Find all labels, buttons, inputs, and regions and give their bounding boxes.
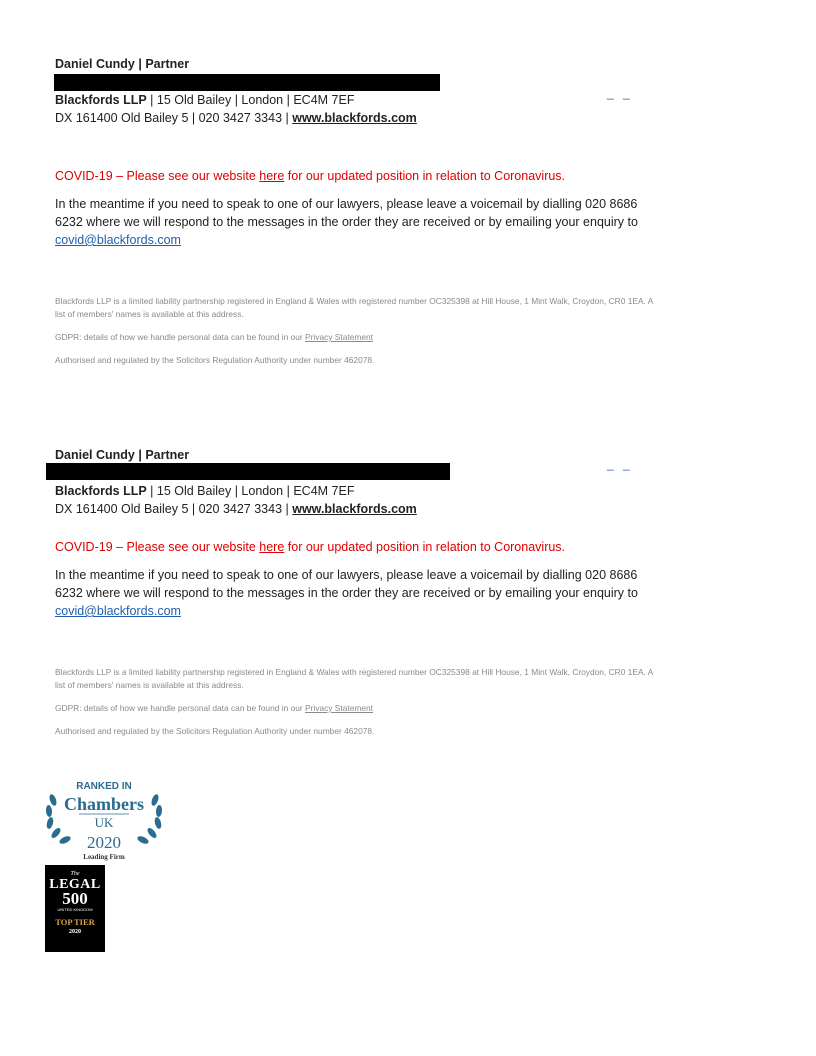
chambers-laurel-icon bbox=[44, 778, 164, 862]
legal500-badge bbox=[45, 865, 105, 952]
address-text: | 15 Old Bailey | London | EC4M 7EF bbox=[146, 93, 355, 107]
legal500-number: 500 bbox=[62, 889, 88, 908]
privacy-statement-link[interactable]: Privacy Statement bbox=[305, 703, 373, 713]
chambers-region: UK bbox=[94, 815, 114, 830]
covid-email-link[interactable]: covid@blackfords.com bbox=[55, 233, 181, 247]
address-line bbox=[55, 91, 665, 109]
dx-line bbox=[55, 500, 665, 518]
gdpr-notice bbox=[55, 702, 665, 715]
legal500-region: UNITED KINGDOM bbox=[57, 907, 93, 912]
sender-name: Daniel Cundy | Partner bbox=[55, 448, 190, 462]
voicemail-text: In the meantime if you need to speak to one of our lawyers, please leave a voicemail by dialling 020 8686 6232 where we will respond to the messages in the order they are received or by emailing your enquiry to bbox=[55, 568, 638, 600]
covid-suffix: for our updated position in relation to Coronavirus. bbox=[284, 169, 566, 183]
legal500-tier: TOP TIER bbox=[55, 917, 95, 927]
website-link[interactable]: www.blackfords.com bbox=[292, 111, 417, 125]
covid-prefix: COVID-19 – Please see our website bbox=[55, 169, 260, 183]
link-dashes[interactable]: _ _ bbox=[607, 457, 633, 471]
voicemail-text: In the meantime if you need to speak to one of our lawyers, please leave a voicemail by dialling 020 8686 6232 where we will respond to the messages in the order they are received or by emailing your enquiry to bbox=[55, 197, 638, 229]
redaction-bar bbox=[54, 74, 440, 91]
chambers-ranked-in: RANKED IN bbox=[76, 781, 132, 792]
sra-notice: Authorised and regulated by the Solicitors Regulation Authority under number 462078. bbox=[55, 726, 375, 736]
covid-email-link[interactable]: covid@blackfords.com bbox=[55, 604, 181, 618]
legal500-legal: LEGAL bbox=[49, 877, 101, 892]
chambers-ranking-badge bbox=[44, 778, 164, 862]
dx-text: DX 161400 Old Bailey 5 | 020 3427 3343 | bbox=[55, 111, 293, 125]
covid-prefix: COVID-19 – Please see our website bbox=[55, 540, 260, 554]
legal500-the: The bbox=[70, 871, 80, 877]
privacy-statement-link[interactable]: Privacy Statement bbox=[305, 332, 373, 342]
gdpr-notice bbox=[55, 331, 665, 344]
registration-notice: Blackfords LLP is a limited liability partnership registered in England & Wales with registered number OC325398 at Hill House, 1 Mint Walk, Croydon, CR0 1EA. A list of members' names is available at this address. bbox=[55, 667, 653, 690]
covid-suffix: for our updated position in relation to Coronavirus. bbox=[284, 540, 566, 554]
covid-here-link[interactable]: here bbox=[259, 169, 285, 183]
dx-line bbox=[55, 109, 665, 127]
redaction-bar bbox=[46, 463, 450, 480]
dx-text: DX 161400 Old Bailey 5 | 020 3427 3343 | bbox=[55, 502, 293, 516]
voicemail-paragraph bbox=[55, 566, 665, 620]
chambers-tier: Leading Firm bbox=[83, 853, 125, 861]
website-link[interactable]: www.blackfords.com bbox=[292, 502, 417, 516]
chambers-name: Chambers bbox=[64, 794, 144, 814]
registration-notice: Blackfords LLP is a limited liability partnership registered in England & Wales with registered number OC325398 at Hill House, 1 Mint Walk, Croydon, CR0 1EA. A list of members' names is available at this address. bbox=[55, 296, 653, 319]
covid-notice bbox=[55, 167, 665, 185]
address-text: | 15 Old Bailey | London | EC4M 7EF bbox=[146, 484, 355, 498]
sender-name: Daniel Cundy | Partner bbox=[55, 57, 190, 71]
voicemail-paragraph bbox=[55, 195, 665, 249]
gdpr-text: GDPR: details of how we handle personal data can be found in our bbox=[55, 332, 306, 342]
sra-notice: Authorised and regulated by the Solicitors Regulation Authority under number 462078. bbox=[55, 355, 375, 365]
firm-name: Blackfords LLP bbox=[55, 93, 147, 107]
firm-name: Blackfords LLP bbox=[55, 484, 147, 498]
gdpr-text: GDPR: details of how we handle personal data can be found in our bbox=[55, 703, 306, 713]
link-dashes[interactable]: _ _ bbox=[607, 86, 633, 100]
legal500-year: 2020 bbox=[69, 929, 81, 935]
covid-notice bbox=[55, 538, 665, 556]
chambers-year: 2020 bbox=[87, 833, 121, 852]
address-line bbox=[55, 482, 665, 500]
covid-here-link[interactable]: here bbox=[259, 540, 285, 554]
